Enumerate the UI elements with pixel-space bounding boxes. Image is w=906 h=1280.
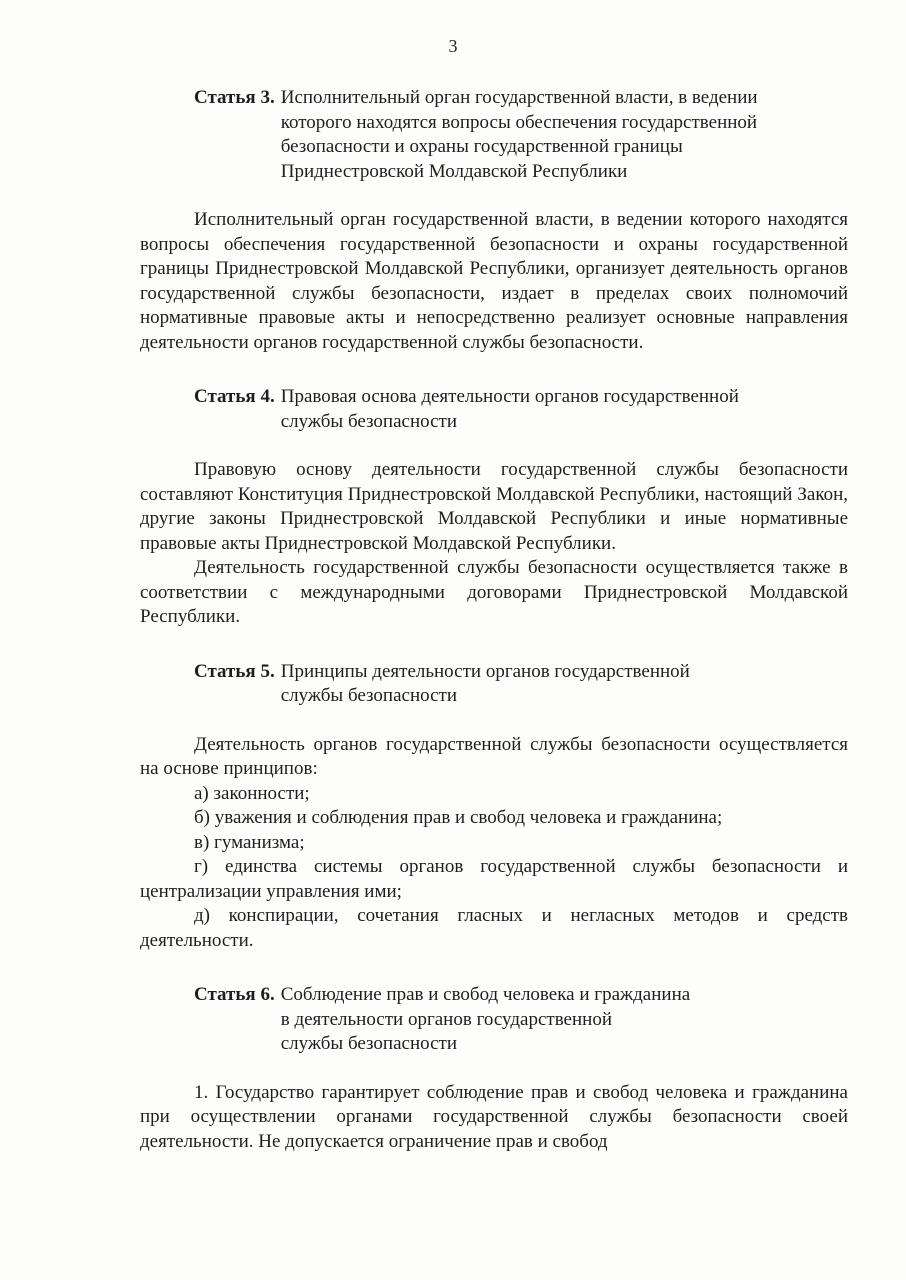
article-paragraph: Деятельность государственной службы безопасности осуществляется также в соответствии с международными договорами Приднестровской Молдавской Республики.	[140, 557, 848, 627]
article-title	[281, 660, 690, 709]
article-title	[281, 983, 690, 1057]
principle-item: б) уважения и соблюдения прав и свобод человека и гражданина;	[194, 807, 723, 828]
article-title-line: Правовая основа деятельности органов государственной	[280, 386, 739, 407]
article-paragraph: 1. Государство гарантирует соблюдение прав и свобод человека и гражданина при осуществлении органами государственной службы безопасности своей деятельности. Не допускается ограничение прав и свобод	[140, 1081, 848, 1152]
article-heading	[194, 660, 848, 709]
article-3	[140, 86, 848, 355]
article-number: Статья 5.	[194, 660, 275, 682]
principle-item: в) гуманизма;	[194, 831, 305, 853]
article-paragraph: Исполнительный орган государственной власти, в ведении которого находятся вопросы обеспечения государственной безопасности и охраны государственной границы Приднестровской Молдавской Республики, организует деятельность органов государственной службы безопасности, издает в пределах своих полномочий нормативные правовые акты и непосредственно реализует основные направления деятельности органов государственной службы безопасности.	[140, 209, 848, 353]
article-paragraph: Правовую основу деятельности государственной службы безопасности составляют Конституция Приднестровской Молдавской Республики, настоящий Закон, другие законы Приднестровской Молдавской Республики и иные нормативные правовые акты Приднестровской Молдавской Республики.	[140, 459, 848, 554]
article-number: Статья 3.	[194, 87, 275, 108]
article-heading	[194, 983, 848, 1057]
page-number: 3	[448, 36, 458, 56]
article-title-line: Приднестровской Молдавской Республики	[280, 160, 628, 182]
principle-item: д) конспирации, сочетания гласных и негласных методов и средств деятельности.	[140, 905, 848, 951]
article-number: Статья 4.	[194, 386, 275, 407]
article-title-line: Исполнительный орган государственной власти, в ведении	[280, 87, 758, 108]
article-title	[281, 86, 758, 184]
article-title-line: службы безопасности	[280, 685, 457, 706]
principle-item: г) единства системы органов государственной службы безопасности и централизации управления ими;	[140, 856, 848, 902]
article-title-line: которого находятся вопросы обеспечения государственной	[280, 111, 758, 133]
article-title	[281, 385, 739, 434]
article-title-line: в деятельности органов государственной	[280, 1008, 612, 1030]
article-paragraph: Деятельность органов государственной службы безопасности осуществляется на основе принципов:	[140, 733, 848, 779]
article-4	[140, 385, 848, 630]
article-title-line: безопасности и охраны государственной границы	[280, 136, 683, 157]
article-number: Статья 6.	[194, 984, 275, 1005]
article-title-line: службы безопасности	[280, 410, 457, 432]
document-body	[140, 86, 848, 1154]
article-title-line: Соблюдение прав и свобод человека и гражданина	[280, 984, 691, 1005]
article-heading	[194, 385, 848, 434]
article-5	[140, 660, 848, 954]
article-title-line: службы безопасности	[280, 1033, 457, 1054]
article-heading	[194, 86, 848, 184]
principle-item: а) законности;	[194, 782, 310, 804]
article-6	[140, 983, 848, 1154]
article-title-line: Принципы деятельности органов государственной	[280, 660, 690, 682]
